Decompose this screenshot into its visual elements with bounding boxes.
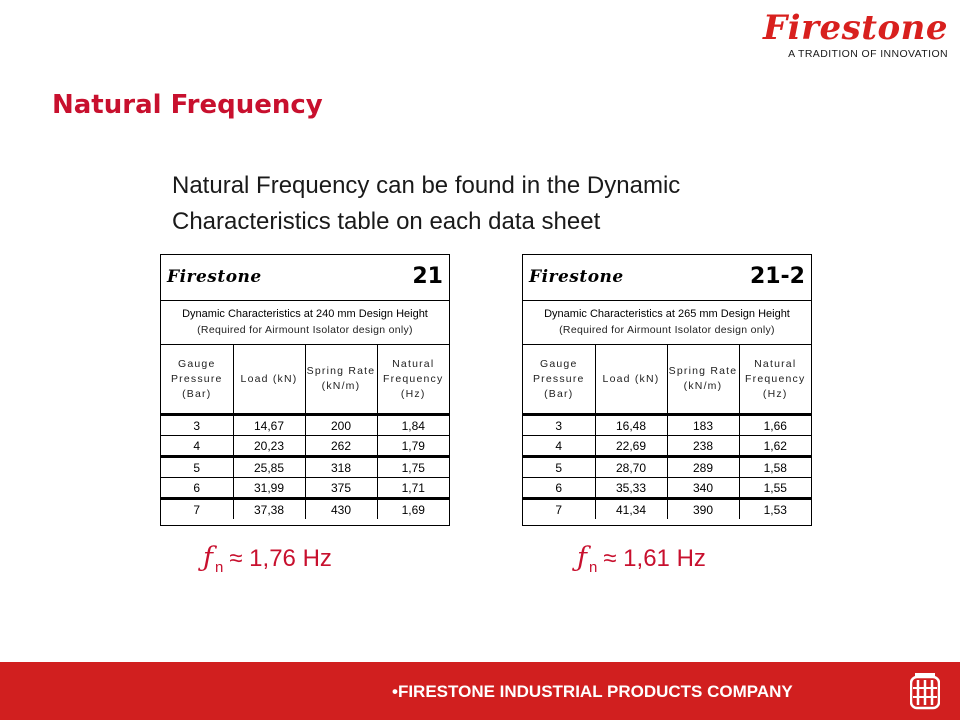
header-load: Load (kN) xyxy=(595,345,667,415)
cell-spring-rate: 430 xyxy=(305,499,377,520)
cell-load: 35,33 xyxy=(595,478,667,499)
table-row xyxy=(161,499,449,520)
cell-frequency: 1,58 xyxy=(739,457,811,478)
header-gauge-pressure: Gauge Pressure (Bar) xyxy=(523,345,595,415)
cell-load: 22,69 xyxy=(595,436,667,457)
table-row xyxy=(523,499,811,520)
cell-pressure: 3 xyxy=(523,415,595,436)
cell-spring-rate: 238 xyxy=(667,436,739,457)
cell-frequency: 1,79 xyxy=(377,436,449,457)
dynamic-characteristics-table xyxy=(523,345,811,519)
firestone-emblem-icon xyxy=(910,671,940,716)
cell-pressure: 5 xyxy=(161,457,233,478)
sheet-number: 21 xyxy=(412,264,443,289)
natural-frequency-formula-21-2 xyxy=(577,542,706,576)
intro-line-1: Natural Frequency can be found in the Dynamic xyxy=(172,172,681,199)
cell-load: 25,85 xyxy=(233,457,305,478)
cell-pressure: 3 xyxy=(161,415,233,436)
cell-spring-rate: 318 xyxy=(305,457,377,478)
logo-tagline: A TRADITION OF INNOVATION xyxy=(788,48,948,60)
data-sheet-21-2 xyxy=(522,254,812,526)
page-title: Natural Frequency xyxy=(52,90,323,120)
table-row xyxy=(161,457,449,478)
caption-title: Dynamic Characteristics at 240 mm Design Height xyxy=(182,308,428,320)
formula-subscript: n xyxy=(215,559,224,576)
cell-frequency: 1,53 xyxy=(739,499,811,520)
table-row xyxy=(161,415,449,436)
table-header-row xyxy=(523,345,811,415)
sheet-caption xyxy=(523,301,811,345)
logo-brand: Firestone xyxy=(763,8,948,48)
sheet-header xyxy=(523,255,811,301)
formula-value: ≈ 1,61 Hz xyxy=(603,545,706,572)
footer-bar xyxy=(0,662,960,720)
firestone-logo xyxy=(758,10,948,60)
cell-spring-rate: 340 xyxy=(667,478,739,499)
header-spring-rate: Spring Rate (kN/m) xyxy=(667,345,739,415)
cell-pressure: 7 xyxy=(555,502,563,517)
intro-text xyxy=(172,168,892,240)
caption-subtitle: (Required for Airmount Isolator design only) xyxy=(559,324,775,336)
cell-frequency: 1,71 xyxy=(377,478,449,499)
sheet-number: 21-2 xyxy=(749,264,805,289)
cell-spring-rate: 390 xyxy=(667,499,739,520)
sheet-header xyxy=(161,255,449,301)
data-sheet-21 xyxy=(160,254,450,526)
table-row xyxy=(523,415,811,436)
cell-pressure: 5 xyxy=(523,457,595,478)
intro-line-2: Characteristics table on each data sheet xyxy=(172,208,601,235)
caption-title: Dynamic Characteristics at 265 mm Design Height xyxy=(544,308,790,320)
cell-frequency: 1,62 xyxy=(739,436,811,457)
cell-spring-rate: 200 xyxy=(305,415,377,436)
header-natural-frequency: Natural Frequency (Hz) xyxy=(739,345,811,415)
cell-load: 31,99 xyxy=(233,478,305,499)
cell-load: 14,67 xyxy=(233,415,305,436)
sheet-brand: Firestone xyxy=(167,267,262,287)
header-load: Load (kN) xyxy=(233,345,305,415)
cell-spring-rate: 183 xyxy=(667,415,739,436)
cell-load: 37,38 xyxy=(233,499,305,520)
dynamic-characteristics-table xyxy=(161,345,449,519)
cell-frequency: 1,69 xyxy=(377,499,449,520)
footer-company-name: •FIRESTONE INDUSTRIAL PRODUCTS COMPANY xyxy=(392,682,793,701)
cell-pressure: 4 xyxy=(523,436,595,457)
formula-value: ≈ 1,76 Hz xyxy=(229,545,332,572)
cell-pressure: 6 xyxy=(523,478,595,499)
cell-load: 16,48 xyxy=(595,415,667,436)
cell-frequency: 1,55 xyxy=(739,478,811,499)
cell-load: 20,23 xyxy=(233,436,305,457)
cell-load: 41,34 xyxy=(595,499,667,520)
natural-frequency-formula-21 xyxy=(203,542,332,576)
formula-symbol: ƒ xyxy=(203,542,213,573)
cell-pressure: 7 xyxy=(193,502,201,517)
cell-pressure: 6 xyxy=(161,478,233,499)
table-row xyxy=(523,457,811,478)
header-gauge-pressure: Gauge Pressure (Bar) xyxy=(161,345,233,415)
formula-subscript: n xyxy=(589,559,598,576)
cell-load: 28,70 xyxy=(595,457,667,478)
cell-frequency: 1,66 xyxy=(739,415,811,436)
caption-subtitle: (Required for Airmount Isolator design only) xyxy=(197,324,413,336)
cell-spring-rate: 262 xyxy=(305,436,377,457)
formula-symbol: ƒ xyxy=(577,542,587,573)
cell-frequency: 1,75 xyxy=(377,457,449,478)
table-row xyxy=(161,478,449,499)
cell-frequency: 1,84 xyxy=(377,415,449,436)
table-row xyxy=(523,436,811,457)
table-row xyxy=(161,436,449,457)
sheet-brand: Firestone xyxy=(529,267,624,287)
header-spring-rate: Spring Rate (kN/m) xyxy=(305,345,377,415)
cell-pressure: 4 xyxy=(161,436,233,457)
sheet-caption xyxy=(161,301,449,345)
cell-spring-rate: 289 xyxy=(667,457,739,478)
table-row xyxy=(523,478,811,499)
table-header-row xyxy=(161,345,449,415)
header-natural-frequency: Natural Frequency (Hz) xyxy=(377,345,449,415)
cell-spring-rate: 375 xyxy=(305,478,377,499)
